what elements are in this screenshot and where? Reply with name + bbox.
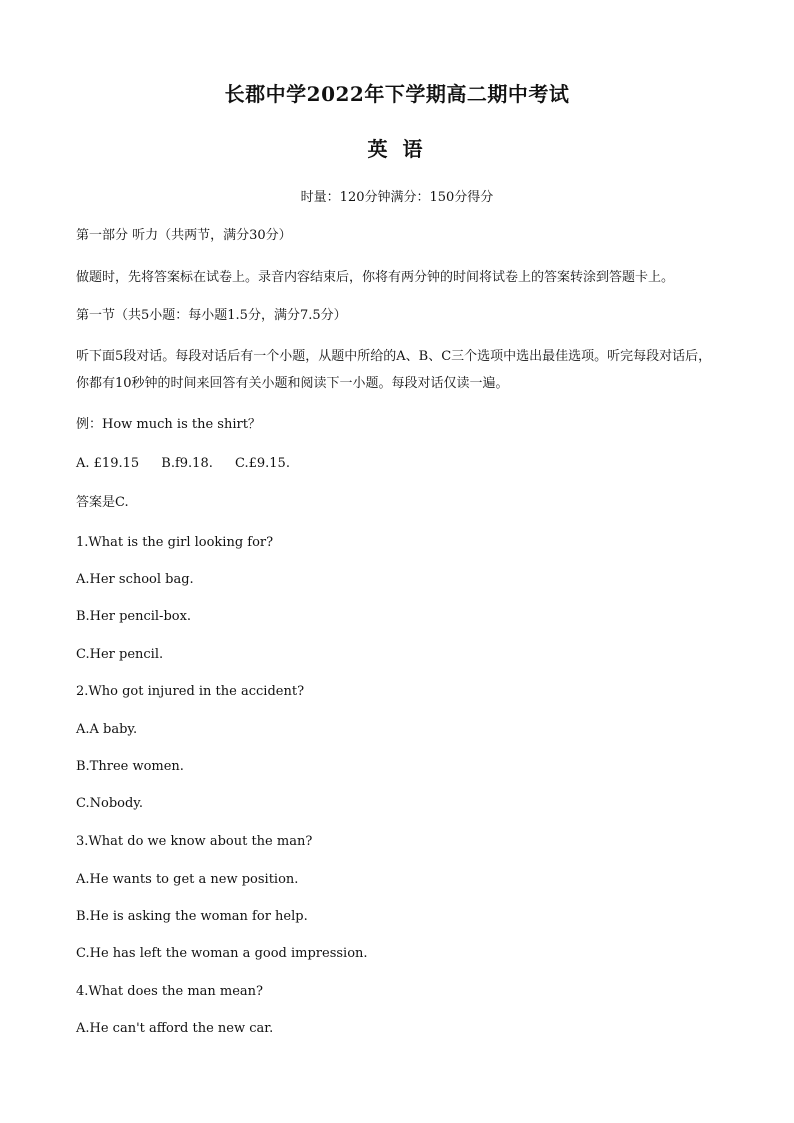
example-option-b: B.f9.18. [161, 456, 213, 471]
question-4-option-a: A.He can't afford the new car. [76, 1021, 274, 1036]
exam-meta: 时量：120分钟满分：150分得分 [300, 190, 494, 205]
exam-title: 长郡中学2022年下学期高二期中考试 [224, 82, 570, 106]
question-1-option-a: A.Her school bag. [76, 572, 194, 587]
question-4: 4.What does the man mean? [76, 984, 264, 999]
question-3-option-c: C.He has left the woman a good impression. [76, 946, 368, 961]
subject-title: 英 语 [367, 137, 427, 161]
question-3-option-a: A.He wants to get a new position. [76, 872, 299, 887]
example-option-a: A. £19.15 [76, 456, 140, 471]
question-2-option-c: C.Nobody. [76, 796, 144, 811]
question-2: 2.Who got injured in the accident? [76, 684, 305, 699]
example-options [76, 450, 726, 477]
question-3: 3.What do we know about the man? [76, 834, 313, 849]
part1-instructions: 做题时，先将答案标在试卷上。录音内容结束后，你将有两分钟的时间将试卷上的答案转涂到答题卡上。 [76, 270, 675, 285]
part1-heading: 第一部分 听力（共两节，满分30分） [76, 228, 292, 243]
section1-heading: 第一节（共5小题：每小题1.5分，满分7.5分） [76, 308, 347, 323]
question-2-option-b: B.Three women. [76, 759, 184, 774]
question-1-option-b: B.Her pencil-box. [76, 609, 192, 624]
example-option-c: C.£9.15. [235, 456, 290, 471]
section1-instructions: 听下面5段对话。每段对话后有一个小题，从题中所给的A、B、C三个选项中选出最佳选项。听完每段对话后，你都有10秒钟的时间来回答有关小题和阅读下一小题。每段对话仅读一遍。 [76, 349, 712, 391]
example-question: 例：How much is the shirt？ [76, 417, 261, 432]
question-2-option-a: A.A baby. [76, 722, 138, 737]
question-1-option-c: C.Her pencil. [76, 647, 164, 662]
question-1: 1.What is the girl looking for? [76, 535, 274, 550]
example-answer: 答案是C. [76, 495, 129, 510]
question-3-option-b: B.He is asking the woman for help. [76, 909, 308, 924]
